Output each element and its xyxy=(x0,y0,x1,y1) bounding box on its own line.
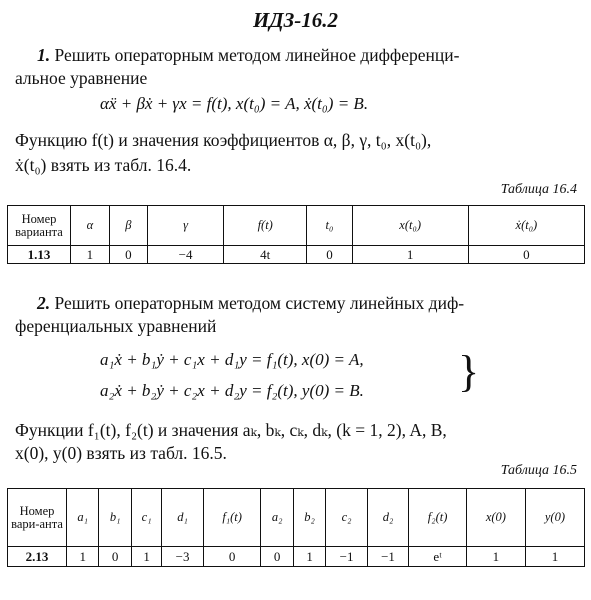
header-cell: d₂ xyxy=(367,489,408,547)
table-row xyxy=(8,246,585,264)
header-cell: x(0) xyxy=(466,489,525,547)
task2-text-line1: Решить операторным методом систему линейных диф- xyxy=(54,293,465,313)
header-cell: ẋ(t₀) xyxy=(468,206,584,246)
cell: 0 xyxy=(468,246,584,264)
task1-instruction-line2: ẋ(t₀) взять из табл. 16.4. xyxy=(15,155,192,175)
cell: −3 xyxy=(162,547,203,567)
system-brace: } xyxy=(458,347,480,396)
header-cell: f₁(t) xyxy=(203,489,261,547)
cell: 1.13 xyxy=(8,246,71,264)
header-cell: b₂ xyxy=(293,489,325,547)
task2-number: 2. xyxy=(37,293,51,313)
cell: 0 xyxy=(109,246,147,264)
header-cell: c₁ xyxy=(131,489,161,547)
header-cell: a₁ xyxy=(67,489,99,547)
header-cell: t₀ xyxy=(307,206,352,246)
header-cell: d₁ xyxy=(162,489,203,547)
table-16-5 xyxy=(7,488,585,567)
cell: 4t xyxy=(224,246,307,264)
cell: −1 xyxy=(326,547,367,567)
header-cell: f₂(t) xyxy=(409,489,467,547)
cell: eᵗ xyxy=(409,547,467,567)
header-cell: y(0) xyxy=(525,489,584,547)
task1-instruction-line1: Функцию f(t) и значения коэффициентов α, β, γ, t₀, x(t₀), xyxy=(15,130,432,150)
cell: 2.13 xyxy=(8,547,67,567)
cell: 1 xyxy=(525,547,584,567)
cell: −1 xyxy=(367,547,408,567)
header-cell: x(t₀) xyxy=(352,206,468,246)
cell: −4 xyxy=(148,246,224,264)
header-cell: β xyxy=(109,206,147,246)
header-cell: Номер вари-анта xyxy=(8,489,67,547)
task2-equation-1: a₁ẋ + b₁ẏ + c₁x + d₁y = f₁(t), x(0) = A, xyxy=(100,350,364,369)
task1-text-line2: альное уравнение xyxy=(15,68,148,88)
header-cell: c₂ xyxy=(326,489,367,547)
task2-instruction-line1: Функции f₁(t), f₂(t) и значения aₖ, bₖ, cₖ, dₖ, (k = 1, 2), A, B, xyxy=(15,420,447,440)
header-cell: a₂ xyxy=(261,489,293,547)
task2-text-line2: ференциальных уравнений xyxy=(15,316,217,336)
page-title: ИДЗ-16.2 xyxy=(252,8,339,32)
task2-statement xyxy=(15,293,580,314)
header-cell: f(t) xyxy=(224,206,307,246)
cell: 1 xyxy=(71,246,110,264)
cell: 1 xyxy=(293,547,325,567)
task1-number: 1. xyxy=(37,45,51,65)
cell: 0 xyxy=(203,547,261,567)
task2-equation-2: a₂ẋ + b₂ẏ + c₂x + d₂y = f₂(t), y(0) = B. xyxy=(100,381,364,400)
table-header-row xyxy=(8,206,585,246)
header-cell: γ xyxy=(148,206,224,246)
cell: 0 xyxy=(261,547,293,567)
task1-text-line1: Решить операторным методом линейное дифференци- xyxy=(54,45,460,65)
cell: 0 xyxy=(99,547,131,567)
cell: 0 xyxy=(307,246,352,264)
task2-instruction-line2: x(0), y(0) взять из табл. 16.5. xyxy=(15,443,227,463)
table-16-4 xyxy=(7,205,585,264)
table-16-4-caption: Таблица 16.4 xyxy=(500,182,577,197)
header-cell: α xyxy=(71,206,110,246)
header-cell: b₁ xyxy=(99,489,131,547)
cell: 1 xyxy=(131,547,161,567)
task1-equation: αẍ + βẋ + γx = f(t), x(t₀) = A, ẋ(t₀) = B. xyxy=(100,94,369,113)
table-row xyxy=(8,547,585,567)
table-header-row xyxy=(8,489,585,547)
table-16-5-caption: Таблица 16.5 xyxy=(500,463,577,478)
cell: 1 xyxy=(352,246,468,264)
cell: 1 xyxy=(466,547,525,567)
cell: 1 xyxy=(67,547,99,567)
header-cell: Номер варианта xyxy=(8,206,71,246)
task1-statement xyxy=(15,45,580,66)
